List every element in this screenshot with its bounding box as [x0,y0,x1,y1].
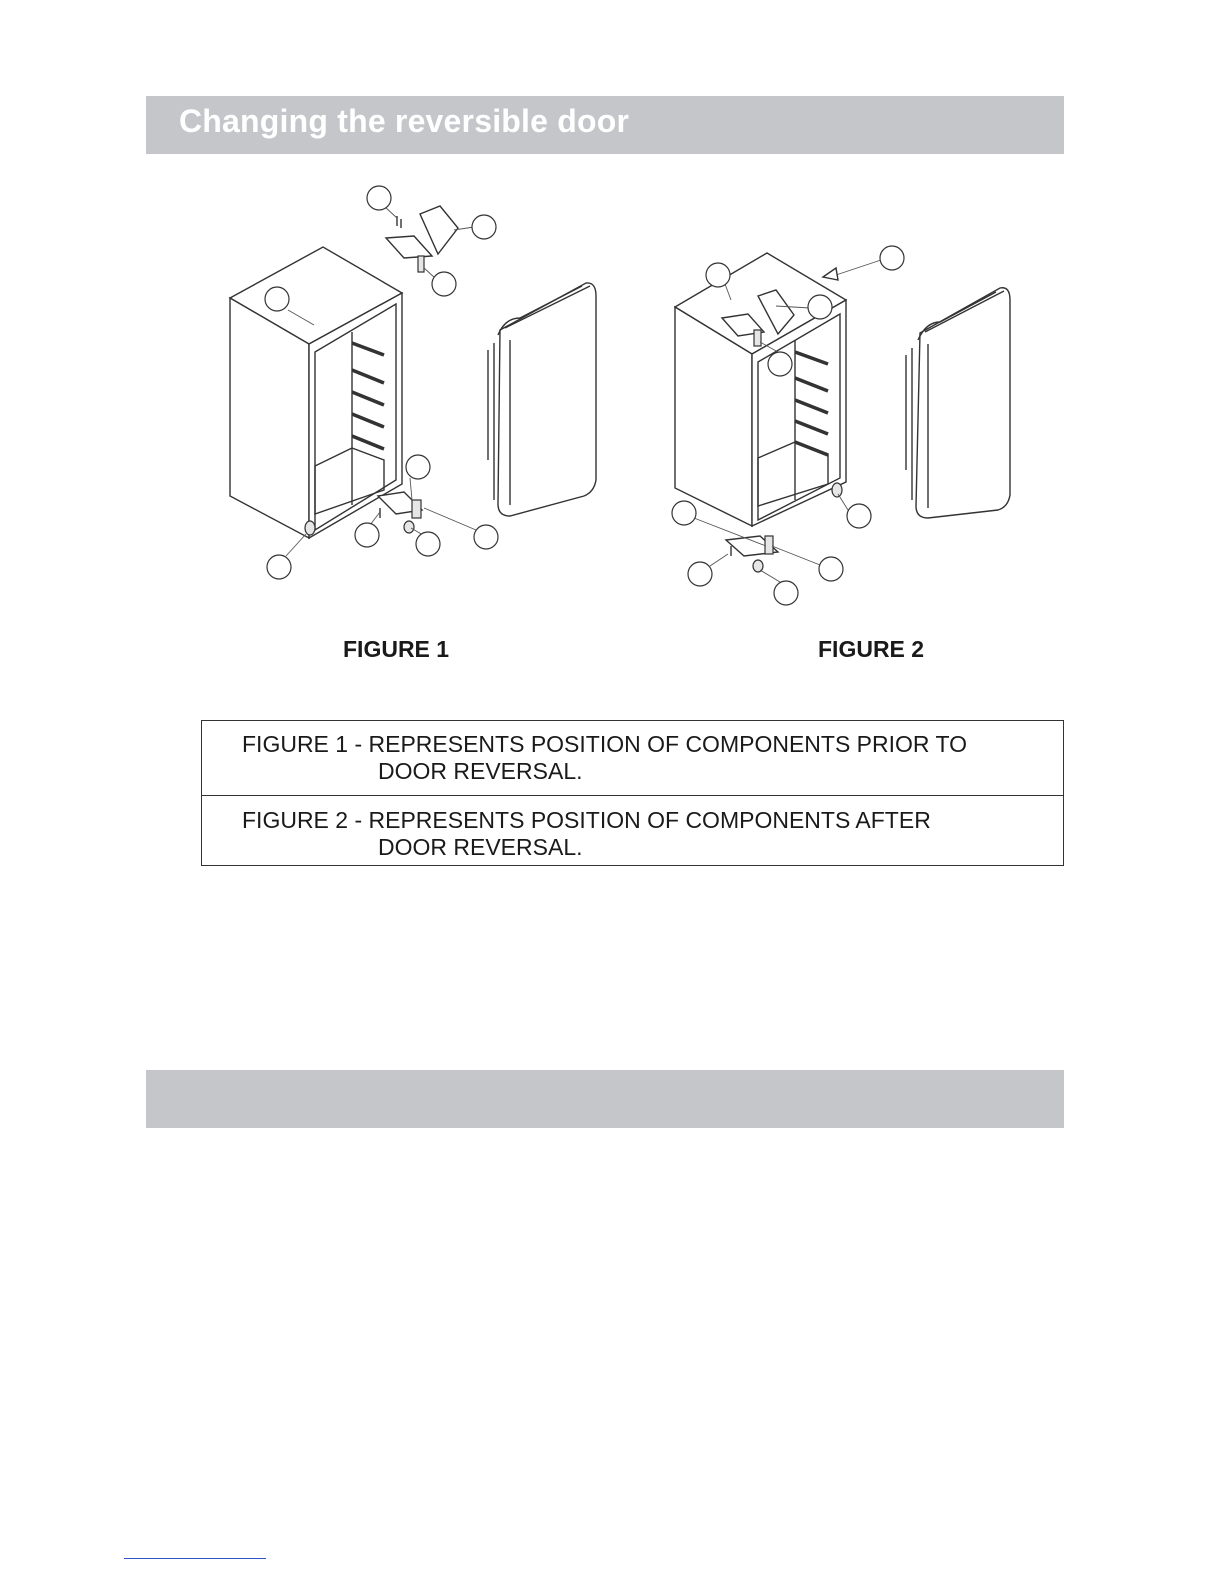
callout-2-9 [774,581,798,605]
callout-1-7 [416,532,440,556]
callout-2-8 [819,557,843,581]
callout-2-2 [706,263,730,287]
door-reversal-diagram [0,0,1224,640]
callout-1-6 [355,523,379,547]
figure-2-caption: FIGURE 2 [818,636,925,662]
callout-2-1 [880,246,904,270]
figure-1-cabinet [230,247,402,538]
callout-1-1 [367,186,391,210]
figure-1-illustration [230,186,596,579]
next-section-header-bar [146,1070,1064,1128]
callout-2-6 [672,501,696,525]
figure-2-illustration [672,246,1010,605]
callout-2-7 [688,562,712,586]
callout-1-5 [406,455,430,479]
callout-2-5 [847,504,871,528]
figure-legend-table [201,720,1064,866]
legend-row-2-line-1: FIGURE 2 - REPRESENTS POSITION OF COMPONENTS AFTER [242,807,931,833]
callout-1-4 [265,287,289,311]
figure-1-caption: FIGURE 1 [343,636,450,662]
footer-rule [124,1558,266,1559]
legend-row-1-line-1: FIGURE 1 - REPRESENTS POSITION OF COMPONENTS PRIOR TO [242,731,968,757]
section-title: Changing the reversible door [179,103,630,139]
callout-1-9 [267,555,291,579]
figure-2-cabinet [675,253,846,526]
legend-row-1-line-2: DOOR REVERSAL. [378,758,583,784]
figure-2-bottom-hinge-parts [726,536,778,572]
callout-1-2 [472,215,496,239]
callout-2-4 [768,352,792,376]
figure-1-top-hinge-parts [386,206,458,272]
figure-2-door [906,288,1010,518]
callout-2-3 [808,295,832,319]
legend-row-2-line-2: DOOR REVERSAL. [378,834,583,860]
figure-1-door [488,283,596,516]
legend-divider [202,795,1063,796]
callout-1-3 [432,272,456,296]
callout-1-8 [474,525,498,549]
figure-1-bottom-hinge-parts [378,492,422,533]
